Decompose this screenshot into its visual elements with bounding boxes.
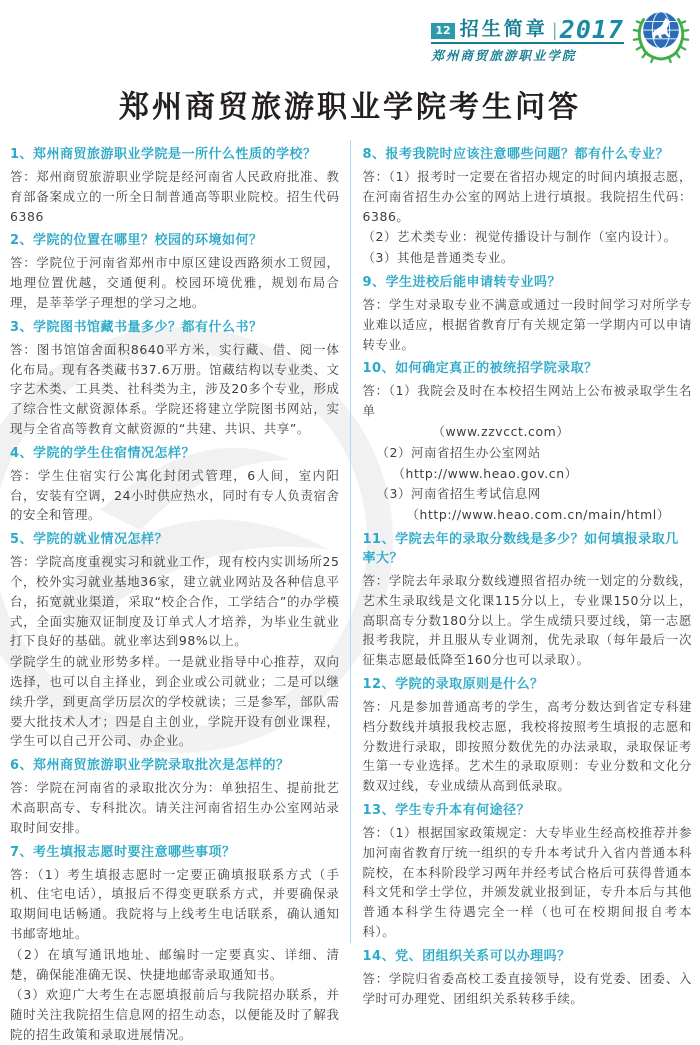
qa-item: [10, 145, 340, 226]
qa-item: [363, 947, 693, 1009]
qa-answer-paragraph: （www.zzvcct.com）: [432, 423, 570, 439]
qa-question: 6、郑州商贸旅游职业学院录取批次是怎样的？: [10, 758, 290, 774]
college-logo-icon: [630, 4, 692, 62]
qa-question: 2、学院的位置在哪里？校园的环境如何？: [10, 233, 263, 249]
qa-answer-paragraph: 答：图书馆馆舍面积8640平方米，实行藏、借、阅一体化布局。现有各类藏书37.6万册。馆藏结构以专业类、文字艺术类、工具类、社科类为主，涉及20多个专业，形成了综合性文献资源体系。学院还将建立学院图书网站，实现与全省高等教育文献资源的“共建、共识、共享”。: [10, 341, 340, 436]
qa-column-left: [10, 140, 350, 1042]
qa-answer-paragraph: （3）欢迎广大考生在志愿填报前后与我院招办联系，并随时关注我院招生信息网的招生动态，以便能及时了解我院的招生政策和录取进展情况。: [10, 987, 340, 1042]
qa-answer-paragraph: 答：（1）考生填报志愿时一定要正确填报联系方式（手机、住宅电话），填报后不得变更联系方式，并要确保录取期间电话畅通。我院将与上线考生电话联系，确认通知书邮寄地址。: [10, 866, 340, 941]
qa-question: 8、报考我院时应该注意哪些问题？都有什么专业？: [362, 147, 670, 162]
qa-item: [10, 318, 340, 439]
qa-question: 12、学院的录取原则是什么？: [362, 676, 544, 692]
qa-question: 14、党、团组织关系可以办理吗？: [362, 948, 571, 964]
qa-item: [10, 231, 340, 312]
qa-question: 3、学院图书馆藏书量多少？都有什么书？: [10, 319, 263, 335]
qa-answer-paragraph: 答：（1）根据国家政策规定：大专毕业生经高校推荐并参加河南省教育厅统一组织的专升本考试升入省内普通本科院校，在本科阶段学习两年并经考试合格后可获得普通本科文凭和学士学位，并颁发就业报到证，专升本后与其他普通本科学生待遇完全一样（也可在校期间报自考本科）。: [362, 824, 692, 939]
qa-question: 1、郑州商贸旅游职业学院是一所什么性质的学校？: [10, 147, 317, 162]
qa-answer-paragraph: （2）艺术类专业：视觉传播设计与制作（室内设计）。: [362, 229, 677, 245]
qa-question: 10、如何确定真正的被统招学院录取？: [362, 361, 598, 377]
qa-column-right: [351, 140, 693, 1006]
qa-columns: [10, 140, 692, 1042]
brochure-year: 2017: [559, 15, 624, 44]
qa-item: [363, 530, 693, 670]
qa-question: 7、考生填报志愿时要注意哪些事项？: [10, 844, 236, 860]
qa-item: [363, 359, 693, 525]
qa-answer-paragraph: 答：学院去年录取分数线遵照省招办统一划定的分数线，艺术生录取线是文化课115分以上，专业课150分以上，高职高专分数180分以上。学生成绩只要过线，第一志愿报考我院，并且服从专业调剂，优先录取（每年最后一次征集志愿最低降至160分也可以录取）。: [362, 572, 692, 668]
qa-item: [363, 801, 693, 942]
qa-answer-paragraph: 答：凡是参加普通高考的学生，高考分数达到省定专科建档分数线并填报我校志愿，我校将按照考生填报的志愿和分数进行录取，即按照分数优先的办法录取，录取保证考生第一专业选择。艺术生的录取原则：专业分数和文化分数双过线，专业成绩从高到低录取。: [362, 698, 692, 794]
qa-item: [10, 843, 340, 1045]
page-title: 郑州商贸旅游职业学院考生问答: [119, 90, 581, 125]
qa-answer-paragraph: （http://www.heao.com.cn/main/html）: [406, 507, 670, 523]
qa-answer-paragraph: （2）河南省招生办公室网站: [376, 444, 541, 460]
qa-answer-paragraph: （http://www.heao.gov.cn）: [392, 465, 578, 481]
qa-answer-paragraph: 答：学院归省委高校工委直接领导，设有党委、团委、入学时可办理党、团组织关系转移手续。: [362, 970, 692, 1006]
qa-answer-paragraph: 学院学生的就业形势多样。一是就业指导中心推荐，双向选择，也可以自主择业，到企业或公司就业；二是可以继续升学，到更高学历层次的学校就读；三是参军，部队需要大批技术人才；四是自主创业，学院开设有创业课程，学生可以自己开公司、办企业。: [10, 654, 340, 749]
qa-answer-paragraph: （3）河南省招生考试信息网: [376, 486, 541, 502]
qa-question: 11、学院去年的录取分数线是多少？如何填报录取几率大？: [362, 531, 679, 566]
page-number-badge: 12: [431, 23, 454, 39]
qa-item: [363, 273, 693, 354]
brochure-title: 招生简章: [459, 18, 548, 40]
qa-question: 4、学院的学生住宿情况怎样？: [10, 445, 196, 461]
qa-item: [363, 145, 693, 268]
qa-question: 9、学生进校后能申请转专业吗？: [362, 274, 562, 290]
header-separator: |: [551, 20, 558, 41]
qa-item: [10, 444, 340, 525]
qa-question: 13、学生专升本有何途径？: [362, 802, 531, 818]
qa-answer-paragraph: 答：（1）报考时一定要在省招办规定的时间内填报志愿，在河南省招生办公室的网站上进行填报。我院招生代码：6386。: [362, 169, 692, 224]
qa-answer-paragraph: 答：学生对录取专业不满意或通过一段时间学习对所学专业难以适应，根据省教育厅有关规定第一学期内可以申请转专业。: [362, 296, 692, 352]
header-college-name: 郑州商贸旅游职业学院: [431, 48, 577, 63]
qa-answer-paragraph: 答：学院高度重视实习和就业工作，现有校内实训场所25个，校外实习就业基地36家，建立就业网站及各种信息平台，拓宽就业渠道，采取“校企合作，工学结合”的办学模式，全面实施双证制度及订单式人才培养，为毕业生就业打下良好的基础。就业率达到98%以上。: [10, 554, 340, 649]
qa-answer-paragraph: 答：学院在河南省的录取批次分为：单独招生、提前批艺术高职高专、专科批次。请关注河南省招生办公室网站录取时间安排。: [10, 780, 340, 835]
qa-answer-paragraph: 答：郑州商贸旅游职业学院是经河南省人民政府批准、教育部备案成立的一所全日制普通高等职业院校。招生代码6386: [10, 169, 340, 224]
page-header: [0, 0, 700, 62]
qa-answer-paragraph: （2）在填写通讯地址、邮编时一定要真实、详细、清楚，确保能准确无误、快捷地邮寄录取通知书。: [10, 946, 340, 982]
qa-answer-paragraph: 答：学生住宿实行公寓化封闭式管理，6人间，室内阳台，安装有空调，24小时供应热水，同时有专人负责宿舍的安全和管理。: [10, 467, 340, 523]
qa-question: 5、学院的就业情况怎样？: [10, 532, 169, 548]
qa-item: [10, 756, 340, 837]
qa-answer-paragraph: （3）其他是普通类专业。: [362, 250, 514, 266]
qa-item: [10, 530, 340, 751]
qa-item: [363, 675, 693, 796]
qa-answer-paragraph: 答：（1）我院会及时在本校招生网站上公布被录取学生名单: [362, 383, 692, 419]
qa-answer-paragraph: 答：学院位于河南省郑州市中原区建设西路须水工贸园，地理位置优越，交通便利。校园环境优雅，规划布局合理，是莘莘学子理想的学习之地。: [10, 255, 340, 310]
